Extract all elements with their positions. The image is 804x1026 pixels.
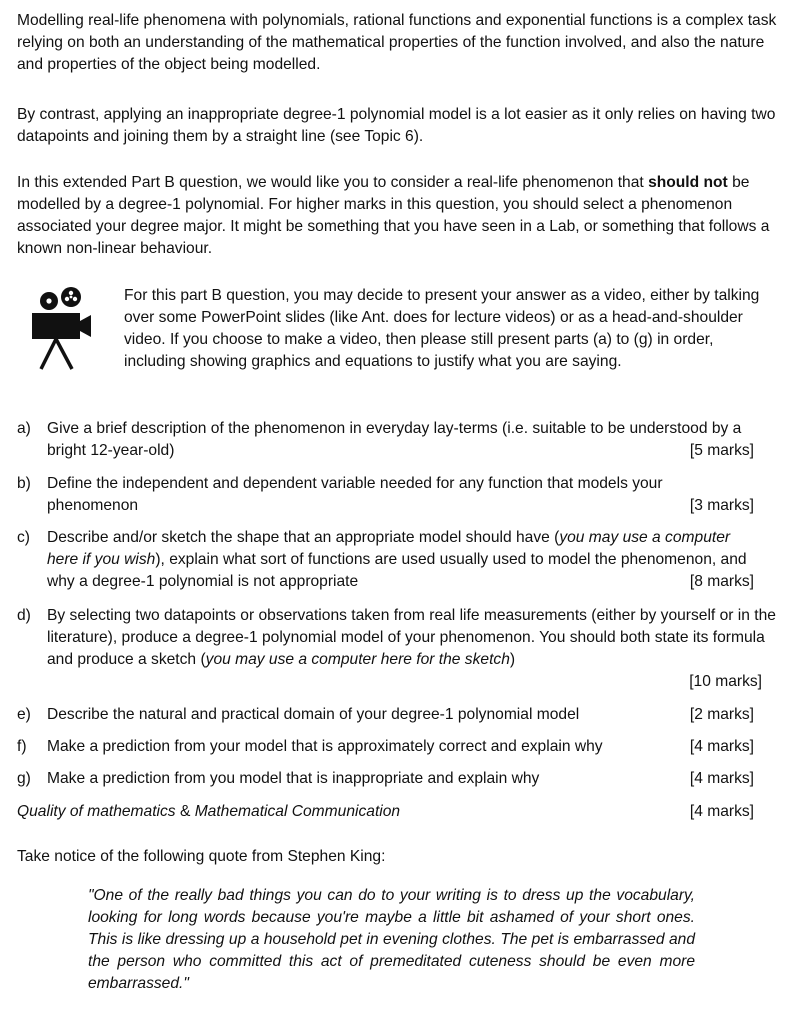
question-label: g)	[17, 770, 31, 787]
question-text: Give a brief description of the phenomenon in everyday lay-terms (i.e. suitable to be understood by a bright 12-year-old)	[47, 420, 742, 459]
question-marks: [10 marks]	[689, 673, 762, 690]
intro-paragraph-3	[17, 172, 777, 260]
intro-paragraph-1: Modelling real-life phenomena with polynomials, rational functions and exponential functions is a complex task relying on both an understanding of the mathematical properties of the function involved, and also the nature and properties of the object being modelled.	[17, 12, 777, 73]
question-g	[17, 768, 777, 790]
intro-paragraph-2: By contrast, applying an inappropriate degree-1 polynomial model is a lot easier as it only relies on having two datapoints and joining them by a straight line (see Topic 6).	[17, 106, 776, 145]
question-c	[17, 527, 777, 593]
quote-intro: Take notice of the following quote from Stephen King:	[17, 848, 386, 865]
question-label: b)	[17, 475, 31, 492]
stephen-king-quote: "One of the really bad things you can do to your writing is to dress up the vocabulary, looking for long words because you're maybe a little bit ashamed of your short ones. This is like dressing up a household pet in evening clothes. The pet is embarrassed and the person who committed this act of premeditated cuteness should be even more embarrassed."	[88, 887, 695, 992]
question-text: Define the independent and dependent variable needed for any function that models your phenomenon	[47, 475, 663, 514]
question-text: Describe the natural and practical domain of your degree-1 polynomial model	[47, 706, 580, 723]
emphasis-should-not: should not	[648, 174, 728, 191]
question-text-italic: you may use a computer here if you wish	[47, 529, 731, 568]
quality-ampersand: &	[175, 803, 195, 820]
question-label: e)	[17, 706, 31, 723]
intro-p3-start: In this extended Part B question, we would like you to consider a real-life phenomenon that	[17, 174, 649, 191]
question-text-start: Describe and/or sketch the shape that an appropriate model should have (	[47, 529, 560, 546]
question-label: c)	[17, 529, 30, 546]
question-a	[17, 418, 777, 462]
video-option-note: For this part B question, you may decide to present your answer as a video, either by talking over some PowerPoint slides (like Ant. does for lecture videos) or as a head-and-shoulder video. If you choose to make a video, then please still present parts (a) to (g) in order, including showing graphics and equations to justify what you are saying.	[124, 287, 760, 370]
question-label: a)	[17, 420, 31, 437]
question-text-end: )	[509, 651, 516, 668]
quality-part-2: Mathematical Communication	[194, 803, 401, 820]
question-marks: [8 marks]	[689, 573, 754, 590]
question-text-start: By selecting two datapoints or observations taken from real life measurements (either by yourself or in the literature), produce a degree-1 polynomial model of your phenomenon. You should both state its formula and produce a sketch (	[47, 607, 776, 668]
intro-p3-end: be modelled by a degree-1 polynomial. For higher marks in this question, you should select a phenomenon associated your degree major. It might be something that you have seen in a Lab, or something that follows a known non-linear behaviour.	[17, 174, 770, 257]
quality-part-1: Quality of mathematics	[17, 803, 176, 820]
question-f	[17, 736, 777, 758]
question-d	[17, 605, 777, 693]
question-marks: [5 marks]	[689, 442, 754, 459]
quality-text	[17, 801, 400, 823]
quality-marks: [4 marks]	[689, 803, 754, 820]
question-marks: [2 marks]	[689, 706, 754, 723]
question-text	[47, 527, 747, 593]
question-e	[17, 704, 777, 726]
question-text-end: ), explain what sort of functions are used usually used to model the phenomenon, and why a degree-1 polynomial is not appropriate	[47, 551, 747, 590]
video-camera-icon	[27, 287, 99, 373]
question-marks: [3 marks]	[689, 497, 754, 514]
question-marks: [4 marks]	[689, 738, 754, 755]
question-text: Make a prediction from your model that is approximately correct and explain why	[47, 738, 603, 755]
question-b	[17, 473, 777, 517]
question-text: Make a prediction from you model that is inappropriate and explain why	[47, 770, 540, 787]
quality-criterion	[17, 801, 777, 823]
question-label: d)	[17, 607, 31, 624]
question-text	[47, 605, 777, 671]
question-marks: [4 marks]	[689, 770, 754, 787]
question-label: f)	[17, 738, 27, 755]
question-text-italic: you may use a computer here for the sketch	[205, 651, 510, 668]
